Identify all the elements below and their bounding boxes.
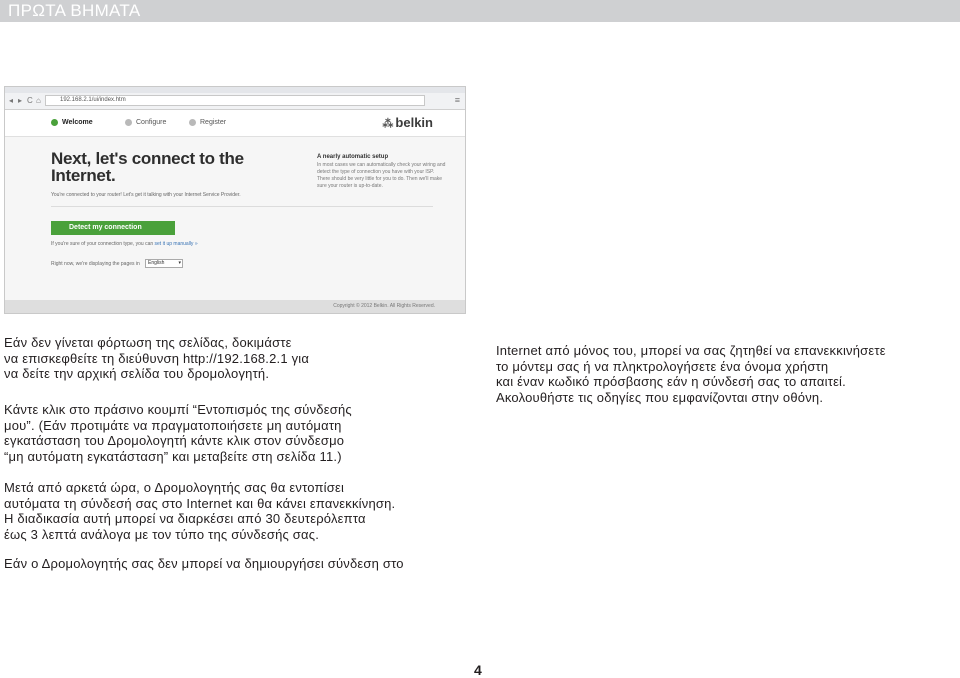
page-title: ΠΡΩΤΑ ΒΗΜΑΤΑ	[8, 1, 141, 20]
header-bar	[0, 0, 960, 22]
step-label: Register	[200, 119, 227, 126]
text-line: να δείτε την αρχική σελίδα του δρομολογητή.	[4, 366, 270, 382]
text-line: έως 3 λεπτά ανάλογα με τον τύπο της σύνδεσής σας.	[4, 526, 320, 542]
reload-icon[interactable]: C	[27, 96, 33, 105]
step-configure[interactable]	[125, 118, 166, 127]
text-line: “μη αυτόματη εγκατάσταση” και μεταβείτε στη σελίδα 11.)	[4, 448, 342, 464]
language-select[interactable]	[145, 259, 183, 268]
text-line: το μόντεμ σας ή να πληκτρολογήσετε ένα όνομα χρήστη	[496, 358, 829, 374]
text-line: Κάντε κλικ στο πράσινο κουμπί “Εντοπισμός της σύνδεσής	[4, 402, 352, 417]
text-line: Εάν δεν γίνεται φόρτωση της σελίδας, δοκιμάστε	[4, 335, 292, 350]
chevron-down-icon: ▾	[178, 260, 181, 266]
step-dot-icon	[125, 119, 132, 126]
router-heading	[51, 150, 271, 184]
forward-icon[interactable]: ▸	[18, 96, 23, 105]
step-label: Configure	[136, 119, 167, 126]
step-dot-icon	[51, 119, 58, 126]
step-dot-icon	[189, 119, 196, 126]
logo-text: belkin	[395, 115, 433, 130]
side-text: In most cases we can automatically check your wiring and detect the type of connection you have with your ISP. There should be very little for you to do. Then we'll make sure your router is up-to-date.	[317, 162, 446, 189]
divider	[51, 206, 433, 207]
text-line: Εάν ο Δρομολογητής σας δεν μπορεί να δημιουργήσει σύνδεση στο	[4, 556, 404, 571]
manual-setup-text	[51, 241, 198, 248]
router-nav	[5, 110, 465, 137]
page-number: 4	[474, 662, 482, 678]
paragraph-5	[496, 343, 886, 405]
text-line: Μετά από αρκετά ώρα, ο Δρομολογητής σας θα εντοπίσει	[4, 480, 345, 495]
home-icon[interactable]: ⌂	[36, 96, 41, 105]
text-line: εγκατάσταση του Δρομολογητή κάντε κλικ στον σύνδεσμο	[4, 433, 345, 449]
belkin-logo	[382, 114, 433, 133]
text-line: Internet από μόνος του, μπορεί να σας ζητηθεί να επανεκκινήσετε	[496, 343, 886, 358]
back-icon[interactable]: ◂	[9, 96, 14, 105]
paragraph-4	[4, 556, 404, 572]
side-title: A nearly automatic setup	[317, 154, 389, 160]
language-label: Right now, we're displaying the pages in	[51, 261, 140, 267]
address-bar[interactable]: 192.168.2.1/ui/index.htm	[45, 95, 425, 106]
paragraph-3	[4, 480, 395, 542]
text-line: και έναν κωδικό πρόσβασης εάν η σύνδεσή σας το απαιτεί.	[496, 374, 846, 390]
step-register[interactable]	[189, 118, 226, 127]
router-footer	[5, 300, 465, 313]
belkin-mark-icon: ⁂	[382, 118, 393, 130]
step-welcome[interactable]	[51, 118, 93, 127]
heading-line: Next, let's connect to the	[51, 149, 244, 168]
paragraph-1	[4, 335, 309, 382]
heading-line: Internet.	[51, 166, 116, 185]
text-line: αυτόματα τη σύνδεσή σας στο Internet και θα κάνει επανεκκίνηση.	[4, 495, 396, 511]
text-line: να επισκεφθείτε τη διεύθυνση http://192.168.2.1 για	[4, 350, 310, 366]
lead-text: You're connected to your router! Let's get it talking with your Internet Service Provider.	[51, 192, 241, 198]
menu-icon[interactable]: ≡	[454, 95, 460, 105]
manual-setup-link[interactable]: set it up manually »	[154, 241, 198, 247]
browser-screenshot	[4, 86, 466, 314]
text-line: Η διαδικασία αυτή μπορεί να διαρκέσει από 30 δευτερόλεπτα	[4, 511, 366, 527]
text-line: Ακολουθήστε τις οδηγίες που εμφανίζονται στην οθόνη.	[496, 389, 824, 405]
text-line: μου”. (Εάν προτιμάτε να πραγματοποιήσετε μη αυτόματη	[4, 417, 342, 433]
language-value: English	[148, 260, 165, 266]
paragraph-2	[4, 402, 352, 464]
copyright: Copyright © 2012 Belkin. All Rights Reserved.	[333, 303, 435, 309]
step-label: Welcome	[62, 119, 93, 126]
browser-toolbar	[5, 93, 465, 110]
router-content	[5, 137, 465, 300]
manual-text: If you're sure of your connection type, you can	[51, 241, 155, 247]
detect-connection-button[interactable]: Detect my connection	[51, 221, 175, 235]
